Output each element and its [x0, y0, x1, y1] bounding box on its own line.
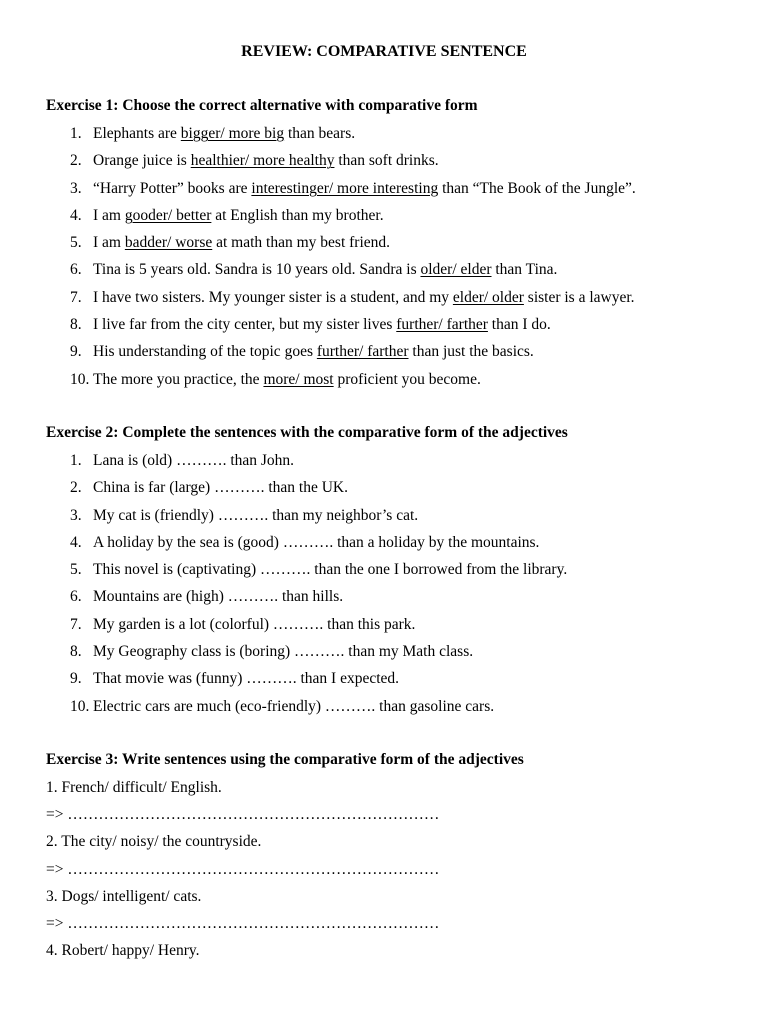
- item-text-before: I am: [93, 206, 125, 224]
- item-text: [93, 370, 481, 390]
- alternative-options: further/ farther: [396, 316, 488, 334]
- item-text: My cat is (friendly) ………. than my neighbor’s cat.: [93, 506, 419, 524]
- alternative-options: further/ farther: [316, 343, 409, 361]
- item-text-before: Orange juice is: [93, 152, 191, 170]
- exercise-2-item: [0, 642, 768, 669]
- item-text-after: than bears.: [284, 125, 356, 142]
- item-number: 6.: [70, 588, 82, 606]
- item-text: [93, 260, 557, 280]
- answer-line: => ………………………………………………………………: [46, 806, 440, 824]
- prompt-line: 3. Dogs/ intelligent/ cats.: [46, 887, 202, 905]
- alternative-options: interestinger/ more interesting: [251, 179, 439, 197]
- alternative-options: bigger/ more big: [180, 125, 285, 142]
- item-number: 6.: [70, 261, 82, 279]
- item-number: 9.: [70, 670, 82, 688]
- prompt-line: 4. Robert/ happy/ Henry.: [46, 942, 200, 960]
- item-number: 8.: [70, 316, 82, 334]
- alternative-options: elder/ older: [452, 288, 524, 306]
- item-number: 2.: [70, 152, 82, 170]
- exercise-2-item: [0, 478, 768, 505]
- exercise-1-item: [0, 124, 768, 151]
- item-number: 4.: [70, 206, 82, 224]
- alternative-options: healthier/ more healthy: [190, 152, 335, 170]
- exercise-2-item: [0, 669, 768, 696]
- item-number: 7.: [70, 615, 82, 633]
- item-number: 5.: [70, 561, 82, 579]
- item-text: Mountains are (high) ………. than hills.: [93, 588, 344, 606]
- item-text: That movie was (funny) ………. than I expected.: [93, 670, 400, 688]
- item-text-before: I live far from the city center, but my sister lives: [93, 316, 397, 334]
- exercise-2-heading: Exercise 2: Complete the sentences with the comparative form of the adjectives: [46, 424, 568, 441]
- exercise-2-item: [0, 506, 768, 533]
- item-text-after: at math than my best friend.: [212, 234, 391, 252]
- exercise-1-item: [0, 288, 768, 315]
- item-text: My Geography class is (boring) ………. than my Math class.: [93, 643, 474, 661]
- prompt-line: 2. The city/ noisy/ the countryside.: [46, 833, 262, 851]
- item-text: [93, 288, 635, 308]
- item-text-after: than Tina.: [491, 261, 558, 279]
- exercise-1-item: [0, 151, 768, 178]
- item-text: [93, 124, 355, 144]
- answer-line: => ………………………………………………………………: [46, 860, 440, 878]
- item-number: 5.: [70, 234, 82, 252]
- item-text: Electric cars are much (eco-friendly) ………. than gasoline cars.: [93, 697, 495, 715]
- item-text: [93, 233, 390, 253]
- item-text-after: than just the basics.: [408, 343, 534, 361]
- item-text: This novel is (captivating) ………. than the one I borrowed from the library.: [93, 561, 568, 579]
- item-text-before: Elephants are: [93, 125, 181, 142]
- exercise-1-item: [0, 179, 768, 206]
- item-text: China is far (large) ………. than the UK.: [93, 479, 348, 497]
- item-text-after: sister is a lawyer.: [523, 288, 635, 306]
- item-text-before: I have two sisters. My younger sister is a student, and my: [93, 288, 453, 306]
- exercise-1-heading: Exercise 1: Choose the correct alternative with comparative form: [46, 97, 478, 114]
- exercise-1-item: [0, 206, 768, 233]
- exercise-1-list: [0, 124, 768, 397]
- item-text-after: than soft drinks.: [334, 152, 439, 170]
- item-text-after: proficient you become.: [333, 370, 481, 388]
- item-number: 3.: [70, 179, 82, 197]
- item-text-before: Tina is 5 years old. Sandra is 10 years old. Sandra is: [93, 261, 421, 279]
- exercise-2-item: [0, 587, 768, 614]
- item-number: 3.: [70, 506, 82, 524]
- alternative-options: badder/ worse: [124, 234, 213, 252]
- exercise-1-item: [0, 315, 768, 342]
- alternative-options: gooder/ better: [124, 206, 212, 224]
- prompt-line: 1. French/ difficult/ English.: [46, 779, 222, 796]
- item-text-after: than I do.: [487, 316, 551, 334]
- item-number: 10.: [70, 370, 90, 388]
- item-number: 1.: [70, 125, 82, 142]
- exercise-3-heading: Exercise 3: Write sentences using the comparative form of the adjectives: [46, 751, 524, 768]
- exercise-3-list: [46, 778, 439, 968]
- item-text: [93, 342, 534, 362]
- exercise-2-item: [0, 451, 768, 478]
- item-text: [93, 315, 551, 335]
- item-text: My garden is a lot (colorful) ………. than this park.: [93, 615, 416, 633]
- exercise-2-item: [0, 560, 768, 587]
- exercise-2-item: [0, 697, 768, 724]
- item-number: 9.: [70, 343, 82, 361]
- item-number: 4.: [70, 533, 82, 551]
- exercise-1-item: [0, 233, 768, 260]
- exercise-2-item: [0, 615, 768, 642]
- page-title: REVIEW: COMPARATIVE SENTENCE: [241, 43, 527, 60]
- item-number: 7.: [70, 288, 82, 306]
- item-number: 8.: [70, 643, 82, 661]
- alternative-options: older/ elder: [420, 261, 492, 279]
- item-text: [93, 151, 439, 171]
- exercise-2-list: [0, 451, 768, 724]
- exercise-2-item: [0, 533, 768, 560]
- item-number: 1.: [70, 452, 82, 469]
- item-text-before: “Harry Potter” books are: [93, 179, 252, 197]
- exercise-1-item: [0, 260, 768, 287]
- item-number: 2.: [70, 479, 82, 497]
- alternative-options: more/ most: [263, 370, 334, 388]
- item-text-before: The more you practice, the: [93, 370, 264, 388]
- item-text-after: than “The Book of the Jungle”.: [438, 179, 636, 197]
- item-text-after: at English than my brother.: [211, 206, 384, 224]
- item-number: 10.: [70, 697, 90, 715]
- item-text: [93, 206, 384, 226]
- exercise-1-item: [0, 342, 768, 369]
- item-text-before: I am: [93, 234, 125, 252]
- answer-line: => ………………………………………………………………: [46, 914, 440, 932]
- item-text-before: His understanding of the topic goes: [93, 343, 317, 361]
- exercise-1-item: [0, 370, 768, 397]
- item-text: A holiday by the sea is (good) ………. than a holiday by the mountains.: [93, 533, 540, 551]
- item-text: Lana is (old) ………. than John.: [93, 452, 295, 469]
- item-text: [93, 179, 636, 199]
